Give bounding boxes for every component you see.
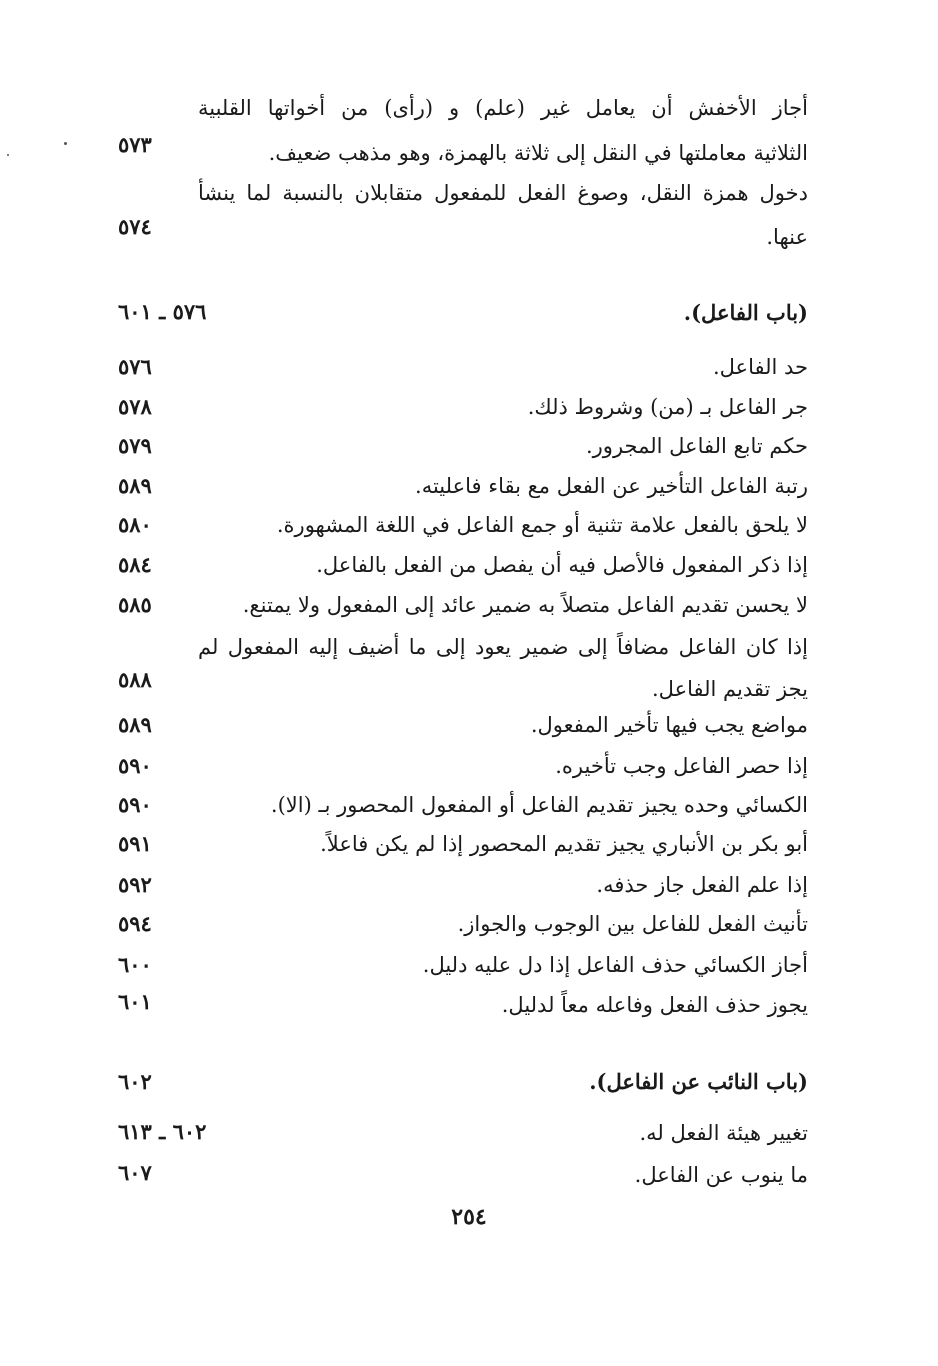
text-line: أجاز الأخفش أن يعامل غير (علم) و (رأى) من أخواتها القلبية (198, 96, 808, 120)
entry-text: أبو بكر بن الأنباري يجيز تقديم المحصور إذا لم يكن فاعلاً. (320, 832, 808, 856)
page-number: ٢٥٤ (451, 1204, 487, 1230)
entry-page-range: ٦٠٢ ـ ٦١٣ (118, 1119, 207, 1144)
entry-page: ٥٨٠ (118, 512, 152, 537)
entry-text: إذا ذكر المفعول فالأصل فيه أن يفصل من الفعل بالفاعل. (316, 553, 808, 577)
entry-page: ٥٧٩ (118, 433, 152, 458)
scan-speck (64, 142, 67, 145)
entry-page: ٥٩٢ (118, 872, 152, 897)
entry-text: يجوز حذف الفعل وفاعله معاً لدليل. (501, 993, 808, 1017)
entry-text: مواضع يجب فيها تأخير المفعول. (530, 713, 808, 737)
entry-text: تأنيث الفعل للفاعل بين الوجوب والجواز. (457, 912, 808, 936)
page-range: ٥٧٦ ـ ٦٠١ (118, 299, 207, 324)
entry-text: لا يحسن تقديم الفاعل متصلاً به ضمير عائد إلى المفعول ولا يمتنع. (242, 593, 808, 617)
entry-page: ٥٩١ (118, 831, 152, 856)
entry-page: ٥٩٠ (118, 792, 152, 817)
entry-text: إذا حصر الفاعل وجب تأخيره. (555, 754, 808, 778)
entry-page: ٥٧٦ (118, 354, 152, 379)
entry-page: ٥٧٨ (118, 394, 152, 419)
entry-text: الكسائي وحده يجيز تقديم الفاعل أو المفعول المحصور بـ (الا). (270, 793, 808, 817)
section-page: ٦٠٢ (118, 1069, 152, 1094)
entry-page: ٥٩٤ (118, 911, 152, 936)
section-heading: (باب النائب عن الفاعل). (589, 1069, 808, 1094)
entry-page: ٥٨٩ (118, 473, 152, 498)
entry-page: ٦٠٠ (118, 952, 152, 977)
entry-text: يجز تقديم الفاعل. (651, 677, 808, 701)
entry-text: لا يلحق بالفعل علامة تثنية أو جمع الفاعل في اللغة المشهورة. (276, 513, 808, 537)
entry-text: حد الفاعل. (712, 355, 808, 379)
entry-page: ٥٨٥ (118, 592, 152, 617)
entry-page: ٦٠٧ (118, 1160, 152, 1185)
text-line: عنها. (766, 225, 808, 249)
entry-text: حكم تابع الفاعل المجرور. (585, 434, 808, 458)
entry-text: إذا كان الفاعل مضافاً إلى ضمير يعود إلى ما أضيف إليه المفعول لم (198, 635, 808, 659)
entry-text: جر الفاعل بـ (من) وشروط ذلك. (527, 395, 808, 419)
entry-text: إذا علم الفعل جاز حذفه. (596, 873, 808, 897)
entry-page: ٥٨٤ (118, 552, 152, 577)
entry-page: ٦٠١ (118, 989, 152, 1014)
entry-text: رتبة الفاعل التأخير عن الفعل مع بقاء فاعليته. (415, 474, 808, 498)
section-heading: (باب الفاعل). (683, 300, 808, 325)
scan-speck (7, 154, 9, 156)
entry-page: ٥٨٩ (118, 712, 152, 737)
text-line: الثلاثية معاملتها في النقل إلى ثلاثة بالهمزة، وهو مذهب ضعيف. (268, 141, 808, 165)
page-ref: ٥٧٣ (118, 132, 152, 157)
entry-text: تغيير هيئة الفعل له. (639, 1121, 808, 1145)
page-ref: ٥٧٤ (118, 214, 152, 239)
entry-text: أجاز الكسائي حذف الفاعل إذا دل عليه دليل. (422, 953, 808, 977)
text-line: دخول همزة النقل، وصوغ الفعل للمفعول متقابلان بالنسبة لما ينشأ (198, 181, 808, 205)
entry-text: ما ينوب عن الفاعل. (634, 1163, 808, 1187)
entry-page: ٥٩٠ (118, 753, 152, 778)
entry-page: ٥٨٨ (118, 667, 152, 692)
